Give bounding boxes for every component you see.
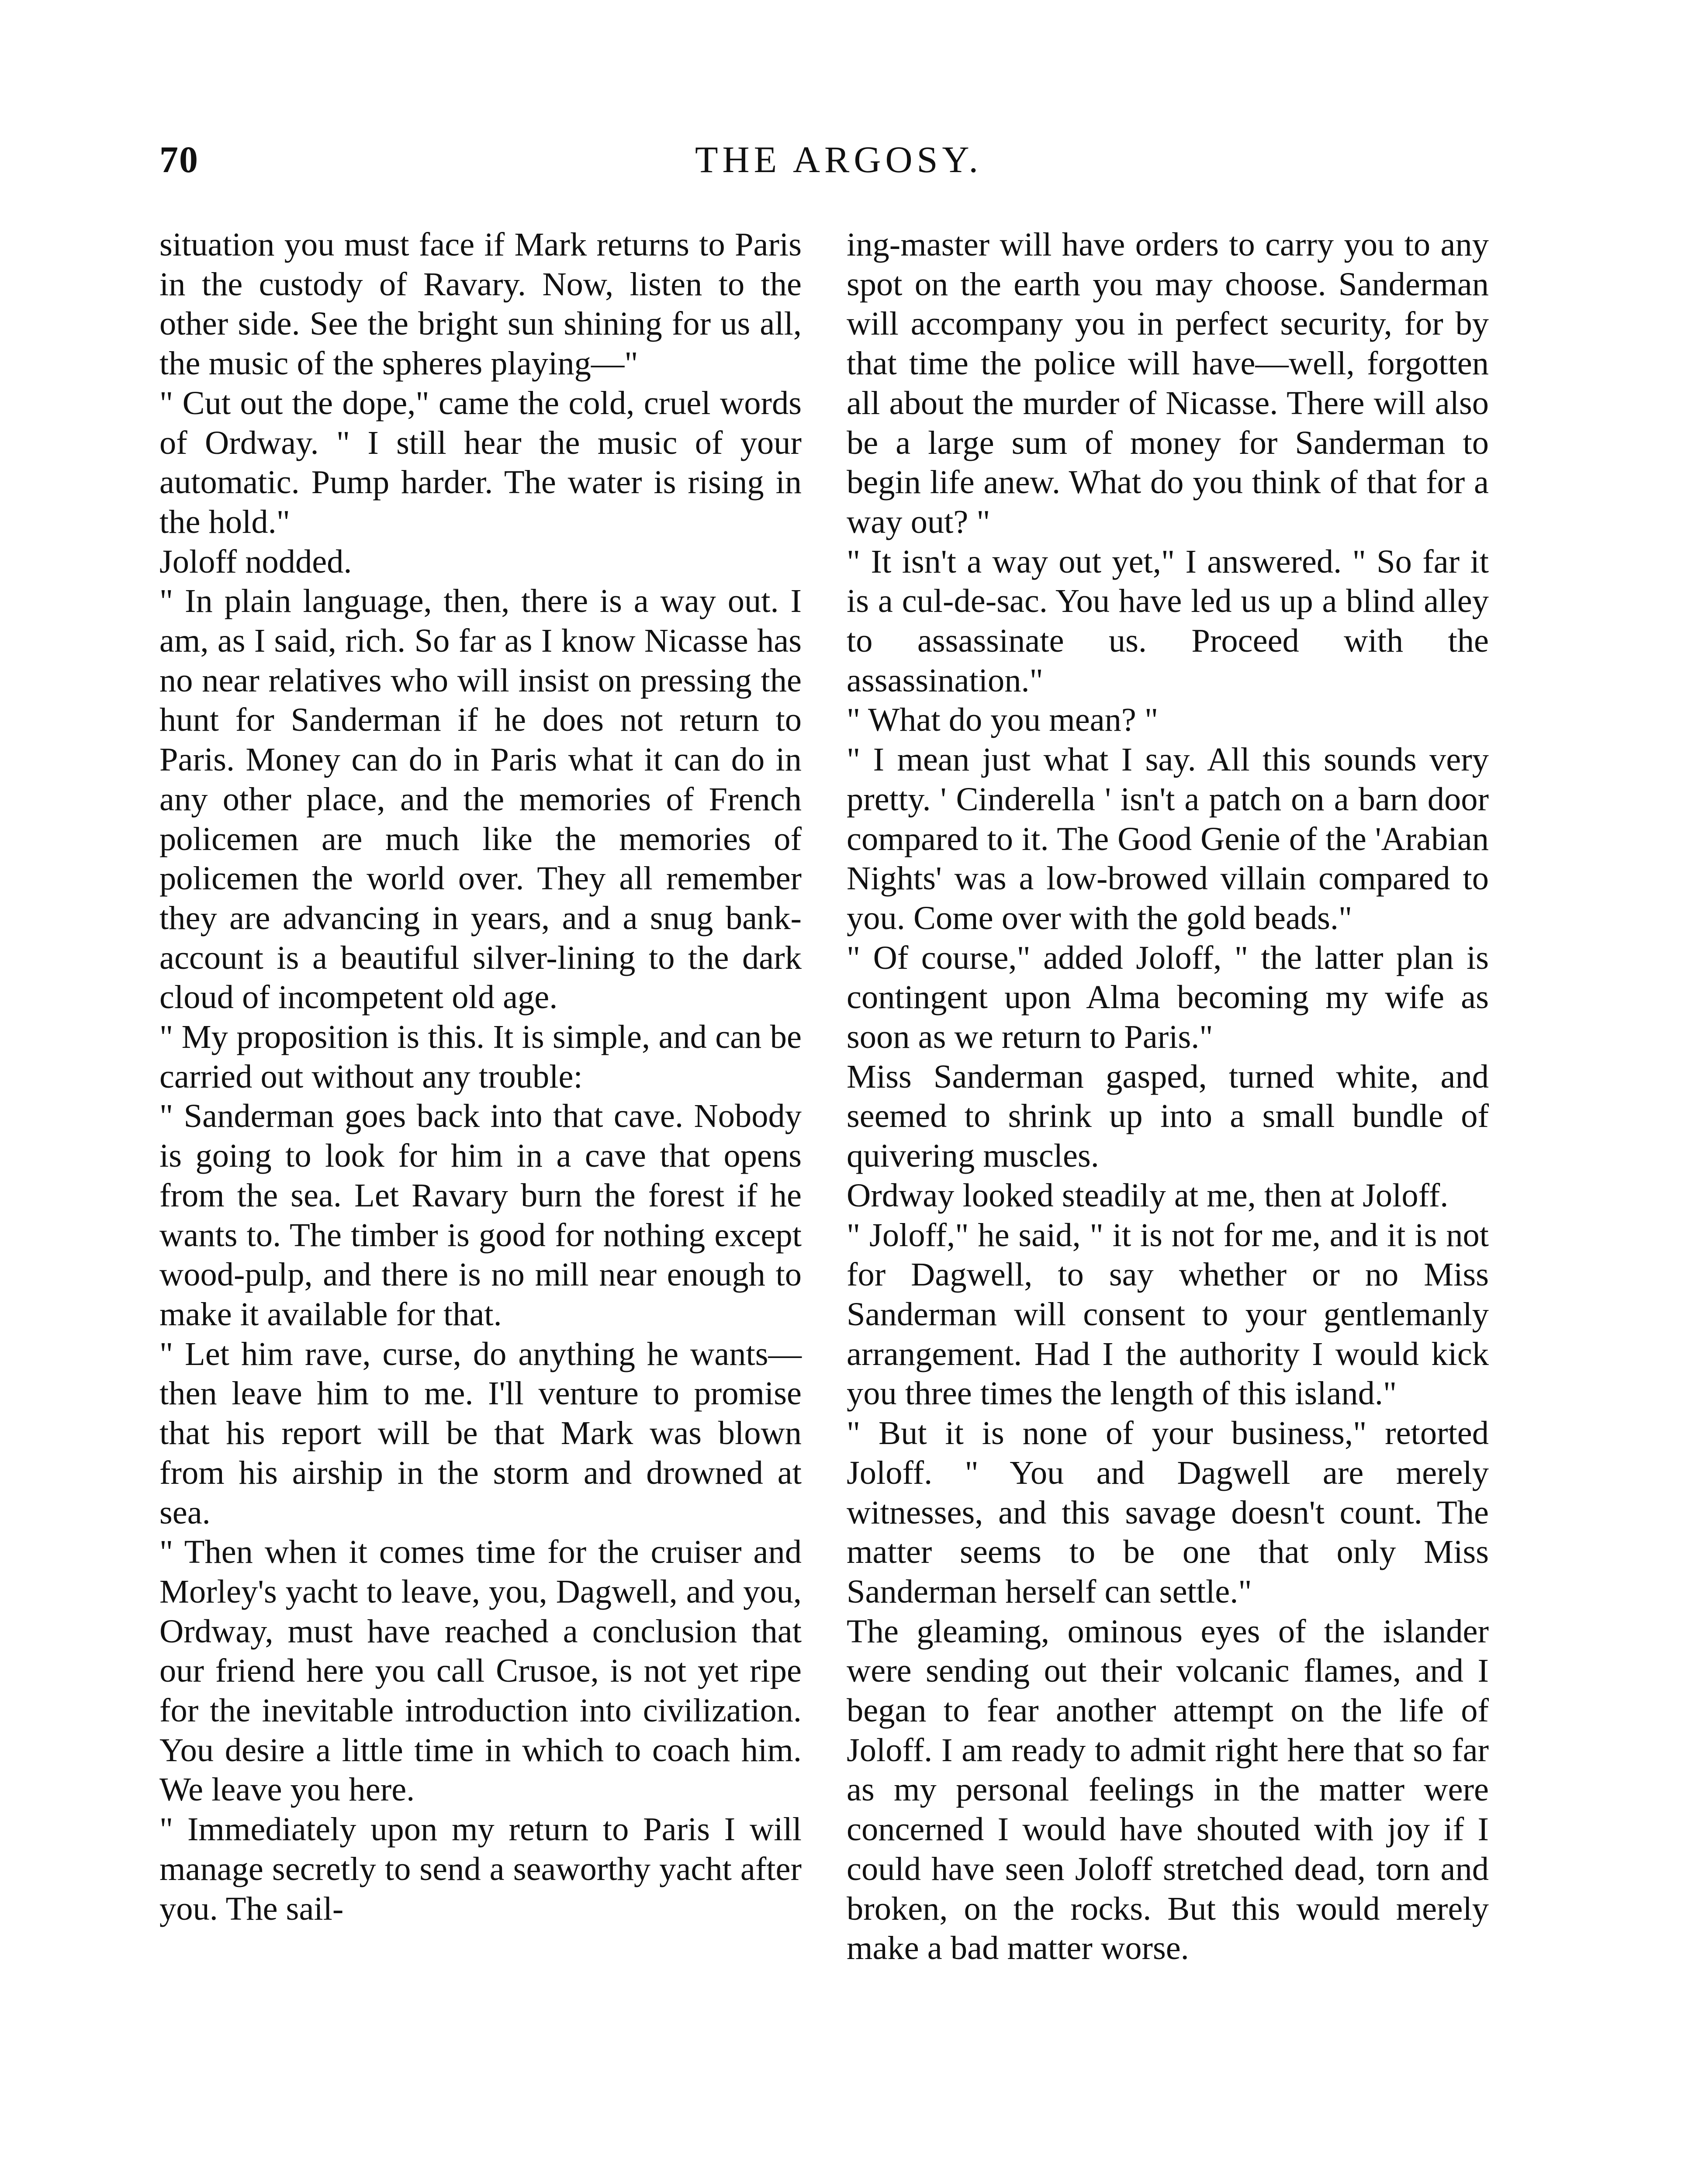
paragraph: The gleaming, ominous eyes of the islander were sending out their volcanic flames, and I began to fear another attempt on the life of Joloff. I am ready to admit right here that so far as my personal feelings in the matter were concerned I would have shouted with joy if I could have seen Joloff stretched dead, torn and broken, on the rocks. But this would merely make a bad matter worse. (847, 1612, 1489, 1967)
paragraph: " Joloff," he said, " it is not for me, and it is not for Dagwell, to say whether or no Miss Sanderman will consent to your gentlemanly arrangement. Had I the authority I would kick you three times the length of this island." (847, 1216, 1489, 1412)
right-column (847, 225, 1489, 1968)
page-header (159, 138, 1518, 199)
page-number: 70 (159, 138, 199, 180)
paragraph: " What do you mean? " (847, 701, 1159, 739)
paragraph: " Sanderman goes back into that cave. Nobody is going to look for him in a cave that opens from the sea. Let Ravary burn the forest if he wants to. The timber is good for nothing except wood-pulp, and there is no mill near enough to make it available for that. (159, 1097, 802, 1333)
paragraph: Ordway looked steadily at me, then at Joloff. (847, 1176, 1449, 1214)
paragraph: " But it is none of your business," retorted Joloff. " You and Dagwell are merely witnesses, and this savage doesn't count. The matter seems to be one that only Miss Sanderman herself can settle." (847, 1414, 1489, 1610)
paragraph: " Then when it comes time for the cruiser and Morley's yacht to leave, you, Dagwell, and you, Ordway, must have reached a conclusion that our friend here you call Crusoe, is not yet ripe for the inevitable introduction into civilization. You desire a little time in which to coach him. We leave you here. (159, 1533, 802, 1808)
paragraph: " Of course," added Joloff, " the latter plan is contingent upon Alma becoming my wife as soon as we return to Paris." (847, 939, 1489, 1056)
paragraph: ing-master will have orders to carry you to any spot on the earth you may choose. Sanderman will accompany you in perfect security, for by that time the police will have—well, forgotten all about the murder of Nicasse. There will also be a large sum of money for Sanderman to begin life anew. What do you think of that for a way out? " (847, 226, 1489, 540)
paragraph: " Immediately upon my return to Paris I will manage secretly to send a seaworthy yacht after you. The sail- (159, 1811, 802, 1927)
paragraph: " My proposition is this. It is simple, and can be carried out without any trouble: (159, 1018, 802, 1095)
paragraph: " Let him rave, curse, do anything he wants—then leave him to me. I'll venture to promise that his report will be that Mark was blown from his airship in the storm and drowned at sea. (159, 1335, 802, 1531)
paragraph: situation you must face if Mark returns to Paris in the custody of Ravary. Now, listen to the other side. See the bright sun shining for us all, the music of the spheres playing—" (159, 226, 802, 382)
paragraph: Miss Sanderman gasped, turned white, and seemed to shrink up into a small bundle of quivering muscles. (847, 1057, 1489, 1175)
paragraph: " Cut out the dope," came the cold, cruel words of Ordway. " I still hear the music of your automatic. Pump harder. The water is rising in the hold." (159, 384, 802, 540)
paragraph: " It isn't a way out yet," I answered. " So far it is a cul-de-sac. You have led us up a blind alley to assassinate us. Proceed with the assassination." (847, 543, 1489, 699)
left-column (159, 225, 802, 1928)
paragraph: " In plain language, then, there is a way out. I am, as I said, rich. So far as I know Nicasse has no near relatives who will insist on pressing the hunt for Sanderman if he does not return to Paris. Money can do in Paris what it can do in any other place, and the memories of French policemen are much like the memories of policemen the world over. They all remember they are advancing in years, and a snug bank-account is a beautiful silver-lining to the dark cloud of incompetent old age. (159, 582, 802, 1016)
paragraph: " I mean just what I say. All this sounds very pretty. ' Cinderella ' isn't a patch on a barn door compared to it. The Good Genie of the 'Arabian Nights' was a low-browed villain compared to you. Come over with the gold beads." (847, 741, 1489, 936)
running-title: THE ARGOSY. (695, 138, 982, 180)
paragraph: Joloff nodded. (159, 543, 352, 580)
